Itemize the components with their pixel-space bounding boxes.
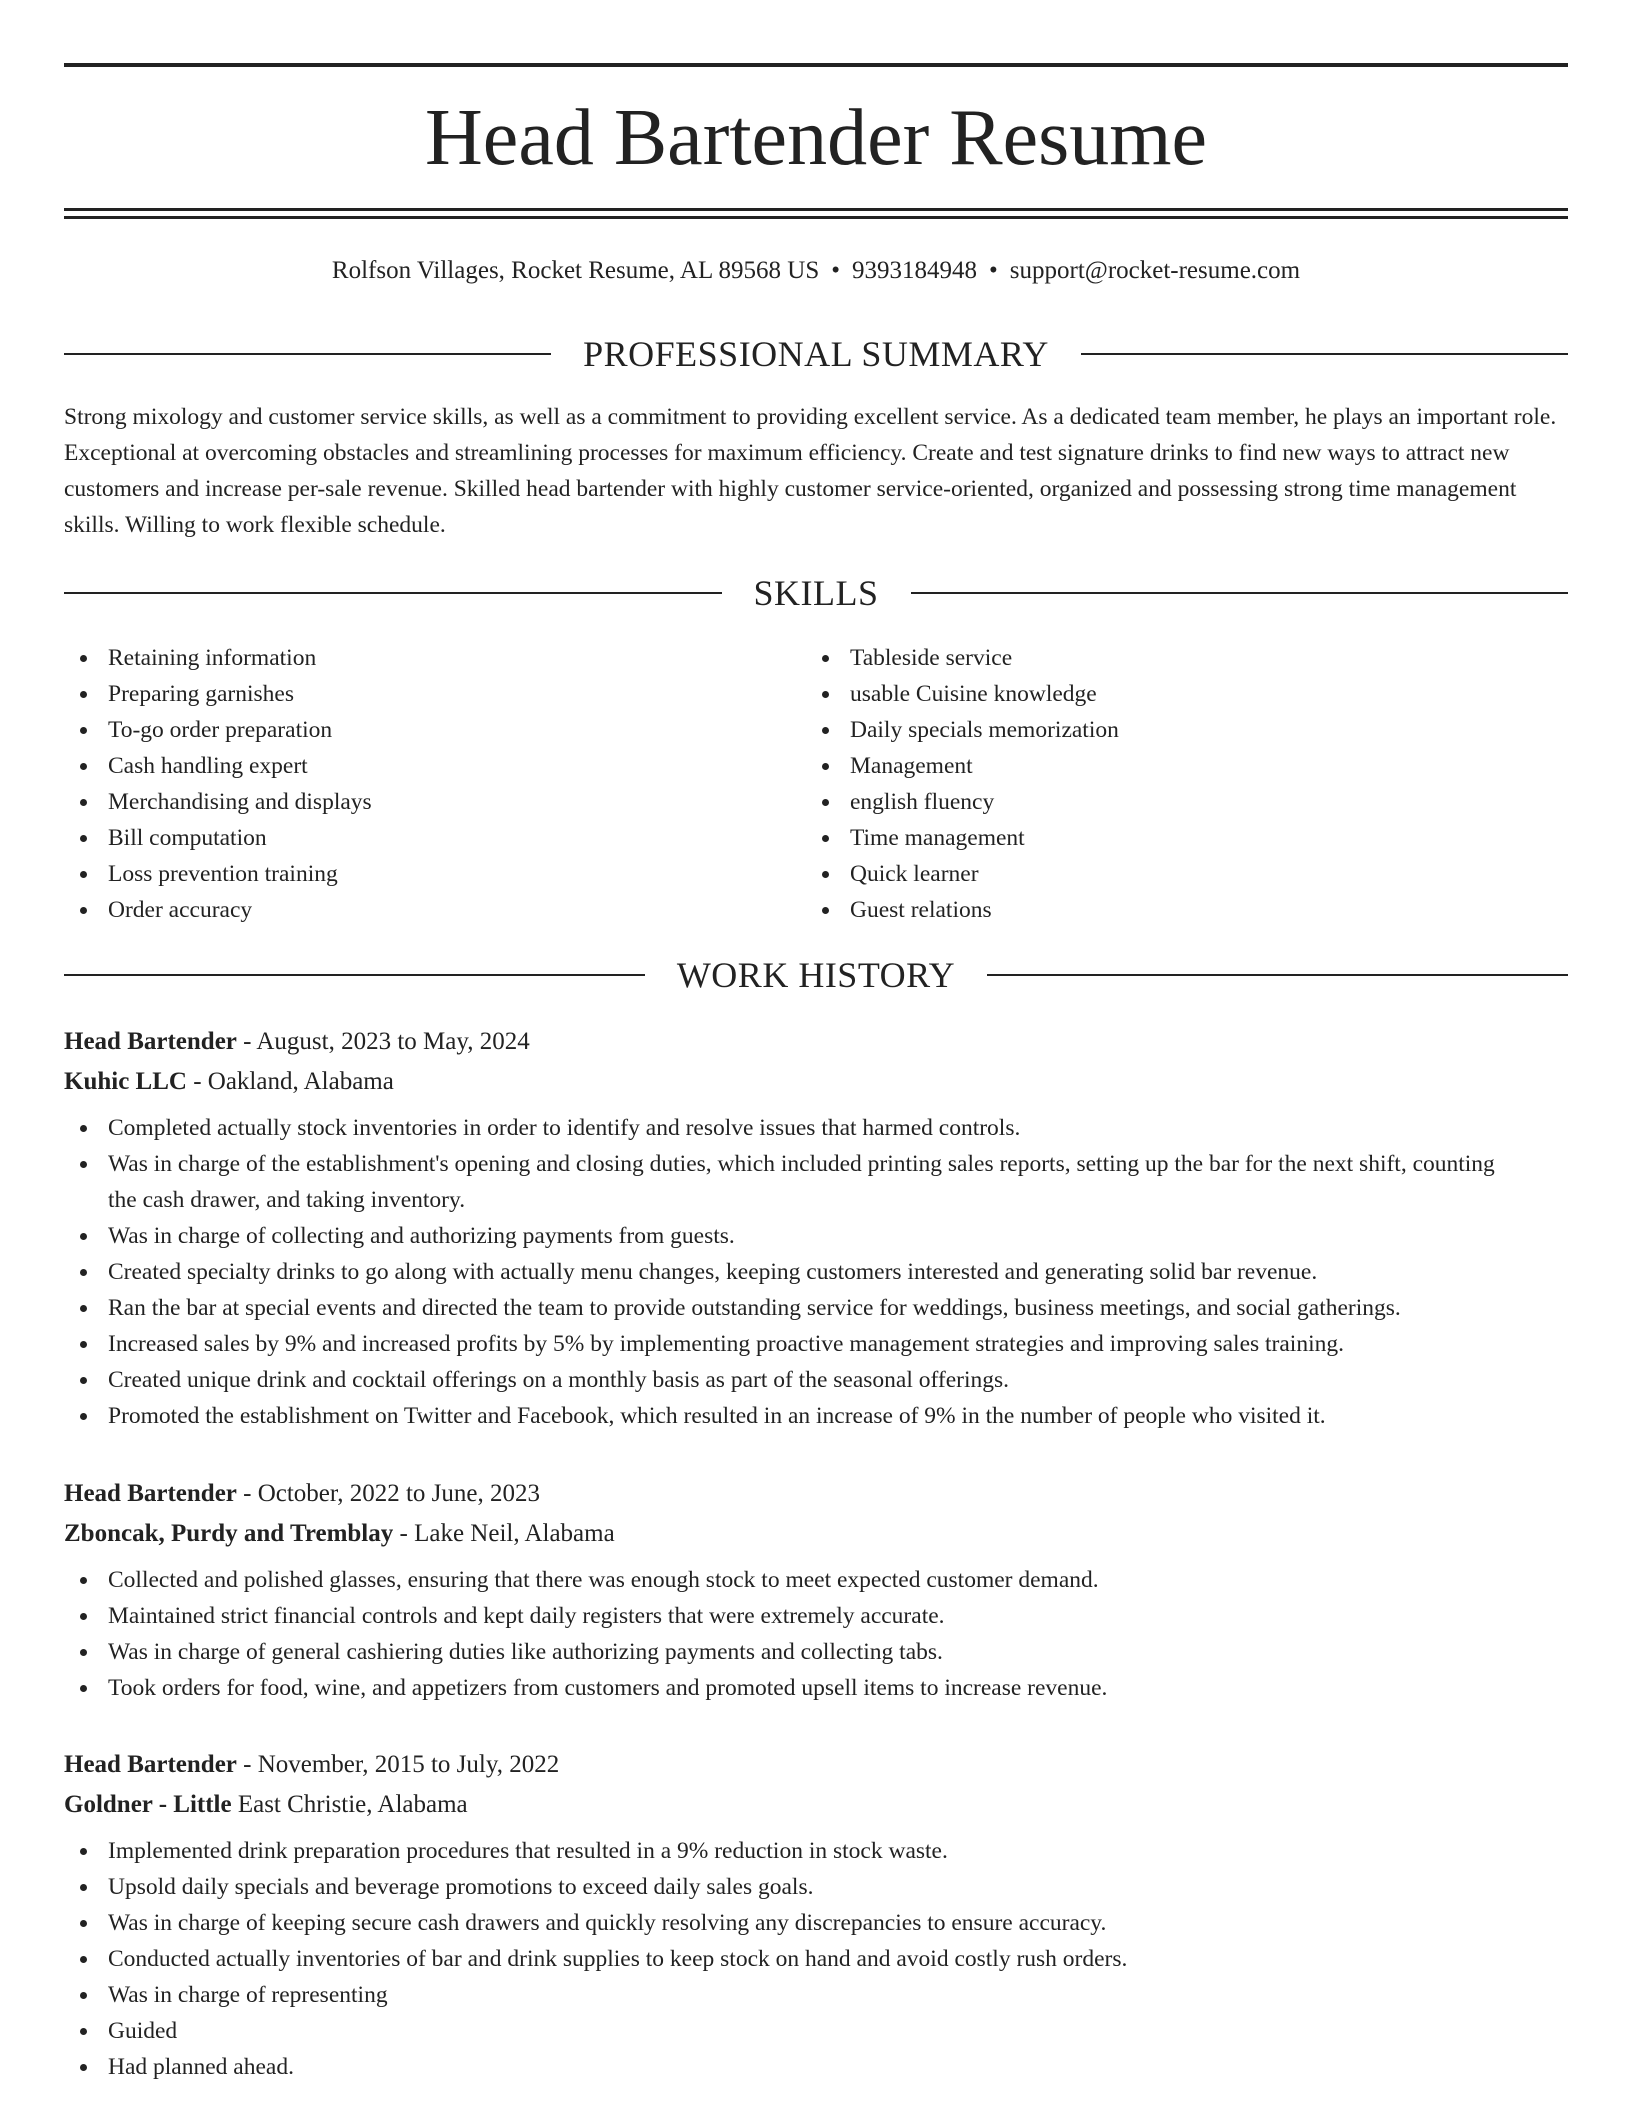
skill-item: Retaining information <box>64 640 806 676</box>
section-rule-left <box>64 592 722 594</box>
job-bullet: Collected and polished glasses, ensuring that there was enough stock to meet expected customer demand. <box>64 1562 1568 1598</box>
job-bullet: Promoted the establishment on Twitter and Facebook, which resulted in an increase of 9% in the number of people who visited it. <box>64 1398 1568 1434</box>
section-rule-right <box>1081 353 1568 355</box>
contact-line <box>64 254 1568 288</box>
job-entry <box>64 1474 1568 1706</box>
contact-separator: • <box>989 257 998 284</box>
job-company-line <box>64 1062 1568 1102</box>
section-title: PROFESSIONAL SUMMARY <box>583 334 1049 374</box>
skill-item: Tableside service <box>806 640 1548 676</box>
section-rule-left <box>64 974 645 976</box>
skill-item: Order accuracy <box>64 892 806 928</box>
section-rule-right <box>987 974 1568 976</box>
job-company: Zboncak, Purdy and Tremblay <box>64 1520 394 1547</box>
job-bullet: Was in charge of keeping secure cash drawers and quickly resolving any discrepancies to ensure accuracy. <box>64 1905 1568 1941</box>
section-heading-summary <box>64 332 1568 376</box>
contact-separator: • <box>831 257 841 284</box>
job-bullets <box>64 1562 1568 1706</box>
section-heading-skills <box>64 571 1568 615</box>
job-company: Goldner - Little <box>64 1791 232 1818</box>
job-bullet: Implemented drink preparation procedures that resulted in a 9% reduction in stock waste. <box>64 1833 1568 1869</box>
skill-item: To-go order preparation <box>64 712 806 748</box>
skill-item: Management <box>806 748 1548 784</box>
top-rule <box>64 63 1568 67</box>
job-company-line <box>64 1785 1568 1825</box>
job-title-line <box>64 1745 1568 1785</box>
title-rule-upper <box>64 208 1568 211</box>
job-bullet: Was in charge of general cashiering duties like authorizing payments and collecting tabs. <box>64 1634 1568 1670</box>
skills-list <box>64 640 1568 928</box>
skill-item: Time management <box>806 820 1548 856</box>
job-title: Head Bartender <box>64 1028 237 1055</box>
job-bullets <box>64 1110 1568 1434</box>
job-entry <box>64 1745 1568 2085</box>
job-entry <box>64 1022 1568 1434</box>
job-title-line <box>64 1022 1568 1062</box>
job-bullet: Was in charge of representing <box>64 1977 1568 2013</box>
job-bullet: Created specialty drinks to go along with actually menu changes, keeping customers interested and generating solid bar revenue. <box>64 1254 1568 1290</box>
job-bullet: Created unique drink and cocktail offerings on a monthly basis as part of the seasonal offerings. <box>64 1362 1568 1398</box>
job-bullet: Completed actually stock inventories in order to identify and resolve issues that harmed controls. <box>64 1110 1568 1146</box>
section-title: SKILLS <box>753 573 879 613</box>
skill-item: Merchandising and displays <box>64 784 806 820</box>
skill-item: Guest relations <box>806 892 1548 928</box>
job-bullet: Increased sales by 9% and increased profits by 5% by implementing proactive management strategies and improving sales training. <box>64 1326 1568 1362</box>
job-bullet: Ran the bar at special events and directed the team to provide outstanding service for weddings, business meetings, and social gatherings. <box>64 1290 1568 1326</box>
job-company-line <box>64 1514 1568 1554</box>
skills-column-left <box>64 640 806 928</box>
job-bullet: Took orders for food, wine, and appetizers from customers and promoted upsell items to increase revenue. <box>64 1670 1568 1706</box>
job-bullets <box>64 1833 1568 2085</box>
skills-column-right <box>806 640 1548 928</box>
skill-item: Loss prevention training <box>64 856 806 892</box>
skill-item: Cash handling expert <box>64 748 806 784</box>
skill-item: Preparing garnishes <box>64 676 806 712</box>
skill-item: Daily specials memorization <box>806 712 1548 748</box>
job-title: Head Bartender <box>64 1751 237 1778</box>
job-bullet: Maintained strict financial controls and kept daily registers that were extremely accurate. <box>64 1598 1568 1634</box>
skill-item: Quick learner <box>806 856 1548 892</box>
section-rule-right <box>911 592 1569 594</box>
resume-title: Head Bartender Resume <box>425 94 1207 182</box>
job-location: East Christie, Alabama <box>231 1791 468 1818</box>
job-location: - Oakland, Alabama <box>186 1068 394 1095</box>
job-bullet: Was in charge of the establishment's opening and closing duties, which included printing sales reports, setting up the bar for the next shift, counting the cash drawer, and taking inventory. <box>64 1146 1568 1218</box>
job-bullet: Was in charge of collecting and authorizing payments from guests. <box>64 1218 1568 1254</box>
skill-item: english fluency <box>806 784 1548 820</box>
summary-paragraph: Strong mixology and customer service skills, as well as a commitment to providing excellent service. As a dedicated team member, he plays an important role. Exceptional at overcoming obstacles and streamlining processes for maximum efficiency. Create and test signature drinks to find new ways to attract new customers and increase per-sale revenue. Skilled head bartender with highly customer service-oriented, organized and possessing strong time management skills. Willing to work flexible schedule. <box>64 404 1557 538</box>
job-bullet: Conducted actually inventories of bar and drink supplies to keep stock on hand and avoid costly rush orders. <box>64 1941 1568 1977</box>
job-bullet: Had planned ahead. <box>64 2049 1568 2085</box>
job-dates: - October, 2022 to June, 2023 <box>236 1480 541 1507</box>
job-bullet: Upsold daily specials and beverage promotions to exceed daily sales goals. <box>64 1869 1568 1905</box>
section-rule-left <box>64 353 551 355</box>
skill-item: usable Cuisine knowledge <box>806 676 1548 712</box>
job-title: Head Bartender <box>64 1480 237 1507</box>
skill-item: Bill computation <box>64 820 806 856</box>
section-title: WORK HISTORY <box>676 955 956 995</box>
contact-address: Rolfson Villages, Rocket Resume, AL 89568 US <box>331 257 820 284</box>
section-heading-work-history <box>64 953 1568 997</box>
job-location: - Lake Neil, Alabama <box>393 1520 615 1547</box>
job-dates: - November, 2015 to July, 2022 <box>236 1751 560 1778</box>
job-title-line <box>64 1474 1568 1514</box>
job-bullet: Guided <box>64 2013 1568 2049</box>
title-rule-lower <box>64 216 1568 219</box>
contact-email: support@rocket-resume.com <box>1009 257 1301 284</box>
job-dates: - August, 2023 to May, 2024 <box>236 1028 530 1055</box>
job-company: Kuhic LLC <box>64 1068 187 1095</box>
contact-phone: 9393184948 <box>852 257 978 284</box>
